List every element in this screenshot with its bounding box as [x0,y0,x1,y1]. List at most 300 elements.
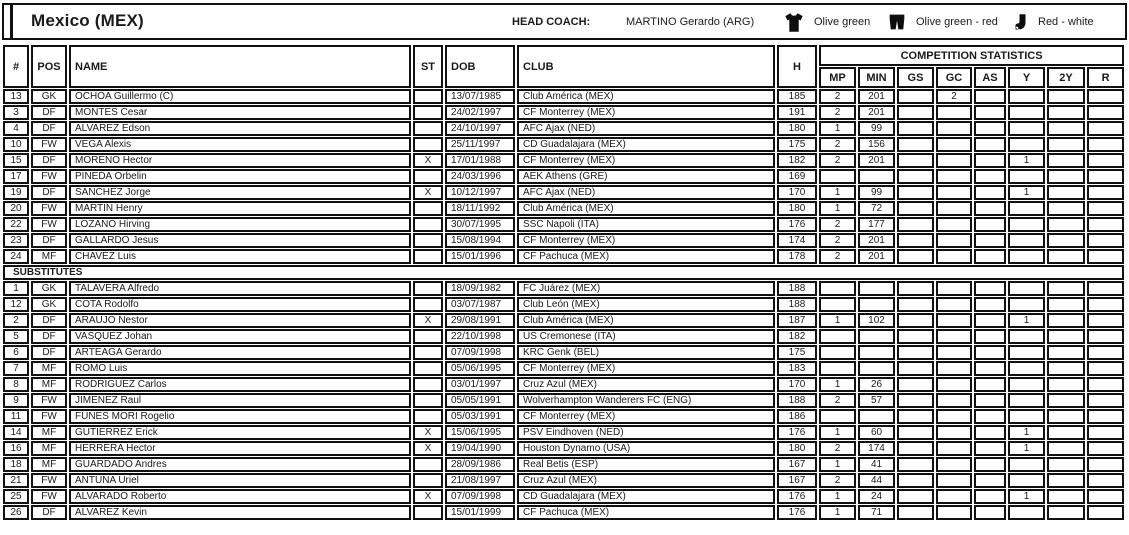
player-position-cell: MF [31,377,67,392]
player-position-cell: DF [31,185,67,200]
player-st-cell [413,169,443,184]
stat-mp-cell: 2 [819,233,856,248]
shorts-icon [886,11,908,33]
player-name-cell: OCHOA Guillermo (C) [69,89,411,104]
stat-gc-cell [936,185,972,200]
player-st-cell: X [413,153,443,168]
stat-2y-cell [1047,249,1085,264]
stat-mp-cell: 1 [819,313,856,328]
stat-gc-cell [936,329,972,344]
stat-as-cell [974,153,1006,168]
player-name-cell: ROMO Luis [69,361,411,376]
stat-y-cell: 1 [1008,441,1045,456]
shirt-color-label: Olive green [814,16,871,28]
stat-as-cell [974,393,1006,408]
stat-y-cell [1008,329,1045,344]
player-st-cell [413,233,443,248]
stat-2y-cell [1047,121,1085,136]
stat-mp-cell [819,297,856,312]
player-number-cell: 25 [3,489,29,504]
stat-gc-cell [936,217,972,232]
stat-gs-cell [897,297,934,312]
player-height-cell: 169 [777,169,817,184]
player-name-cell: HERRERA Hector [69,441,411,456]
player-number-cell: 8 [3,377,29,392]
stat-2y-cell [1047,409,1085,424]
player-position-cell: DF [31,121,67,136]
stat-gc-cell [936,169,972,184]
player-position-cell: DF [31,105,67,120]
stat-mp-cell: 2 [819,249,856,264]
stat-2y-cell [1047,457,1085,472]
socks-icon [1012,11,1030,34]
player-position-cell: MF [31,425,67,440]
player-name-cell: JIMENEZ Raul [69,393,411,408]
player-number-cell: 4 [3,121,29,136]
stat-gc-cell [936,489,972,504]
player-row [3,329,1124,344]
player-height-cell: 167 [777,473,817,488]
stat-gc-cell [936,137,972,152]
player-row [3,233,1124,248]
player-height-cell: 180 [777,441,817,456]
stat-mp-cell: 2 [819,217,856,232]
player-height-cell: 185 [777,89,817,104]
stat-min-cell [858,281,895,296]
col-header-r: R [1087,67,1124,88]
player-name-cell: SANCHEZ Jorge [69,185,411,200]
player-position-cell: FW [31,201,67,216]
player-club-cell: CF Pachuca (MEX) [517,505,775,520]
stat-r-cell [1087,153,1124,168]
stat-as-cell [974,185,1006,200]
player-st-cell: X [413,425,443,440]
stat-min-cell: 102 [858,313,895,328]
stat-gs-cell [897,489,934,504]
player-name-cell: LOZANO Hirving [69,217,411,232]
stat-min-cell [858,361,895,376]
stat-gs-cell [897,409,934,424]
player-name-cell: MORENO Hector [69,153,411,168]
stat-gs-cell [897,281,934,296]
player-st-cell [413,505,443,520]
player-height-cell: 176 [777,505,817,520]
player-dob-cell: 07/09/1998 [445,489,515,504]
stat-gc-cell: 2 [936,89,972,104]
socks-color-label: Red - white [1038,16,1094,28]
player-number-cell: 7 [3,361,29,376]
player-name-cell: ALVAREZ Kevin [69,505,411,520]
player-st-cell [413,105,443,120]
player-height-cell: 188 [777,281,817,296]
player-club-cell: Wolverhampton Wanderers FC (ENG) [517,393,775,408]
player-row [3,89,1124,104]
player-dob-cell: 21/08/1997 [445,473,515,488]
stat-gc-cell [936,201,972,216]
player-club-cell: Cruz Azul (MEX) [517,473,775,488]
player-st-cell [413,249,443,264]
player-st-cell [413,281,443,296]
stat-mp-cell [819,361,856,376]
player-dob-cell: 15/08/1994 [445,233,515,248]
player-row [3,169,1124,184]
stat-as-cell [974,505,1006,520]
stat-y-cell [1008,361,1045,376]
stat-min-cell: 41 [858,457,895,472]
player-number-cell: 2 [3,313,29,328]
player-dob-cell: 05/05/1991 [445,393,515,408]
player-club-cell: CF Pachuca (MEX) [517,249,775,264]
player-dob-cell: 15/01/1996 [445,249,515,264]
player-row [3,105,1124,120]
player-dob-cell: 15/06/1995 [445,425,515,440]
stat-2y-cell [1047,329,1085,344]
stat-gs-cell [897,329,934,344]
stat-r-cell [1087,105,1124,120]
player-height-cell: 180 [777,201,817,216]
stat-r-cell [1087,345,1124,360]
stat-y-cell [1008,345,1045,360]
player-club-cell: FC Juárez (MEX) [517,281,775,296]
shorts-color-label: Olive green - red [916,16,998,28]
player-position-cell: FW [31,217,67,232]
stat-min-cell: 174 [858,441,895,456]
stat-mp-cell [819,409,856,424]
stat-r-cell [1087,457,1124,472]
player-club-cell: PSV Eindhoven (NED) [517,425,775,440]
stat-min-cell: 201 [858,105,895,120]
player-number-cell: 20 [3,201,29,216]
stat-gs-cell [897,137,934,152]
squad-table [1,44,1126,521]
stat-min-cell: 177 [858,217,895,232]
player-number-cell: 22 [3,217,29,232]
player-club-cell: SSC Napoli (ITA) [517,217,775,232]
stat-gs-cell [897,361,934,376]
stat-gs-cell [897,393,934,408]
col-header-gs: GS [897,67,934,88]
player-height-cell: 187 [777,313,817,328]
stat-gc-cell [936,249,972,264]
player-club-cell: Real Betis (ESP) [517,457,775,472]
player-number-cell: 6 [3,345,29,360]
player-number-cell: 23 [3,233,29,248]
col-header-min: MIN [858,67,895,88]
stat-r-cell [1087,169,1124,184]
player-st-cell: X [413,313,443,328]
col-header-mp: MP [819,67,856,88]
stat-2y-cell [1047,393,1085,408]
player-club-cell: Club América (MEX) [517,313,775,328]
stat-mp-cell [819,281,856,296]
player-row [3,425,1124,440]
stat-gs-cell [897,105,934,120]
stat-mp-cell: 1 [819,457,856,472]
stat-min-cell [858,329,895,344]
stat-gc-cell [936,297,972,312]
col-header-club: CLUB [517,45,775,88]
stat-2y-cell [1047,185,1085,200]
stat-min-cell: 201 [858,89,895,104]
col-header-2y: 2Y [1047,67,1085,88]
player-position-cell: FW [31,409,67,424]
stat-as-cell [974,329,1006,344]
squad-table-header [3,45,1124,88]
player-height-cell: 174 [777,233,817,248]
player-dob-cell: 05/03/1991 [445,409,515,424]
player-position-cell: MF [31,249,67,264]
stat-mp-cell: 2 [819,153,856,168]
stat-y-cell [1008,121,1045,136]
player-name-cell: MONTES Cesar [69,105,411,120]
stat-mp-cell: 1 [819,377,856,392]
stat-2y-cell [1047,137,1085,152]
stat-gs-cell [897,89,934,104]
player-row [3,457,1124,472]
stat-y-cell [1008,201,1045,216]
player-height-cell: 167 [777,457,817,472]
player-height-cell: 175 [777,345,817,360]
stat-mp-cell: 2 [819,89,856,104]
stat-min-cell: 60 [858,425,895,440]
player-height-cell: 188 [777,297,817,312]
stat-y-cell [1008,473,1045,488]
stat-gc-cell [936,361,972,376]
player-height-cell: 170 [777,185,817,200]
stat-2y-cell [1047,233,1085,248]
stat-gc-cell [936,425,972,440]
player-st-cell [413,137,443,152]
player-row [3,201,1124,216]
stat-r-cell [1087,297,1124,312]
player-number-cell: 17 [3,169,29,184]
stat-as-cell [974,249,1006,264]
stat-r-cell [1087,489,1124,504]
player-number-cell: 26 [3,505,29,520]
stat-2y-cell [1047,89,1085,104]
player-row [3,345,1124,360]
stat-as-cell [974,105,1006,120]
stat-y-cell: 1 [1008,489,1045,504]
player-name-cell: ALVARADO Roberto [69,489,411,504]
player-st-cell [413,361,443,376]
stat-y-cell [1008,393,1045,408]
player-name-cell: VEGA Alexis [69,137,411,152]
stat-gs-cell [897,169,934,184]
player-club-cell: AFC Ajax (NED) [517,185,775,200]
stat-min-cell: 99 [858,121,895,136]
player-dob-cell: 28/09/1986 [445,457,515,472]
player-height-cell: 176 [777,217,817,232]
stat-mp-cell: 2 [819,441,856,456]
col-header-name: NAME [69,45,411,88]
player-dob-cell: 15/01/1999 [445,505,515,520]
player-position-cell: DF [31,153,67,168]
stat-y-cell [1008,297,1045,312]
stat-min-cell: 201 [858,233,895,248]
player-number-cell: 9 [3,393,29,408]
player-height-cell: 178 [777,249,817,264]
player-height-cell: 170 [777,377,817,392]
stat-r-cell [1087,377,1124,392]
stat-y-cell: 1 [1008,425,1045,440]
stat-mp-cell: 1 [819,425,856,440]
stat-mp-cell: 2 [819,105,856,120]
stat-gs-cell [897,185,934,200]
stat-gs-cell [897,345,934,360]
stat-min-cell: 44 [858,473,895,488]
player-height-cell: 182 [777,329,817,344]
team-title: Mexico (MEX) [31,11,144,30]
stat-y-cell [1008,169,1045,184]
stat-min-cell: 72 [858,201,895,216]
stat-as-cell [974,297,1006,312]
player-position-cell: MF [31,441,67,456]
player-st-cell [413,329,443,344]
stat-2y-cell [1047,169,1085,184]
head-coach-label: HEAD COACH: [512,16,591,28]
player-st-cell [413,297,443,312]
stat-r-cell [1087,505,1124,520]
stat-2y-cell [1047,361,1085,376]
stat-gc-cell [936,409,972,424]
player-position-cell: FW [31,137,67,152]
stat-y-cell [1008,409,1045,424]
player-club-cell: CD Guadalajara (MEX) [517,489,775,504]
player-club-cell: CF Monterrey (MEX) [517,105,775,120]
player-dob-cell: 13/07/1985 [445,89,515,104]
shirt-icon [782,11,806,34]
stat-gs-cell [897,233,934,248]
stat-gc-cell [936,393,972,408]
stat-y-cell [1008,457,1045,472]
player-st-cell [413,217,443,232]
stat-gs-cell [897,377,934,392]
player-dob-cell: 19/04/1990 [445,441,515,456]
stat-as-cell [974,473,1006,488]
stat-gc-cell [936,313,972,328]
player-row [3,297,1124,312]
stat-r-cell [1087,201,1124,216]
stat-r-cell [1087,441,1124,456]
player-height-cell: 175 [777,137,817,152]
stat-r-cell [1087,185,1124,200]
stat-gc-cell [936,345,972,360]
stat-2y-cell [1047,473,1085,488]
stat-min-cell: 24 [858,489,895,504]
col-header-pos: POS [31,45,67,88]
player-number-cell: 12 [3,297,29,312]
player-st-cell [413,201,443,216]
stat-r-cell [1087,409,1124,424]
stat-2y-cell [1047,281,1085,296]
stat-min-cell [858,345,895,360]
col-header-dob: DOB [445,45,515,88]
stat-as-cell [974,233,1006,248]
stat-r-cell [1087,425,1124,440]
stat-2y-cell [1047,153,1085,168]
stat-as-cell [974,489,1006,504]
player-number-cell: 24 [3,249,29,264]
stat-gc-cell [936,281,972,296]
player-row [3,121,1124,136]
player-club-cell: Cruz Azul (MEX) [517,377,775,392]
stat-y-cell [1008,137,1045,152]
player-row [3,361,1124,376]
stat-y-cell [1008,281,1045,296]
stat-mp-cell: 1 [819,201,856,216]
stat-2y-cell [1047,201,1085,216]
col-header-competition-statistics: COMPETITION STATISTICS [819,45,1124,66]
player-name-cell: GUTIERREZ Erick [69,425,411,440]
stat-gc-cell [936,153,972,168]
stat-mp-cell: 1 [819,505,856,520]
player-club-cell: CF Monterrey (MEX) [517,233,775,248]
stat-min-cell [858,169,895,184]
stat-gs-cell [897,505,934,520]
stat-gs-cell [897,425,934,440]
player-st-cell [413,393,443,408]
player-name-cell: RODRIGUEZ Carlos [69,377,411,392]
player-dob-cell: 24/03/1996 [445,169,515,184]
stat-r-cell [1087,233,1124,248]
player-name-cell: GUARDADO Andres [69,457,411,472]
player-name-cell: TALAVERA Alfredo [69,281,411,296]
player-club-cell: Club América (MEX) [517,201,775,216]
player-name-cell: COTA Rodolfo [69,297,411,312]
player-row [3,313,1124,328]
player-position-cell: DF [31,329,67,344]
stat-gc-cell [936,473,972,488]
player-row [3,409,1124,424]
stat-r-cell [1087,121,1124,136]
player-number-cell: 1 [3,281,29,296]
player-club-cell: Club León (MEX) [517,297,775,312]
substitutes-separator [3,265,1124,280]
player-row [3,441,1124,456]
player-name-cell: FUNES MORI Rogelio [69,409,411,424]
stat-gc-cell [936,457,972,472]
player-height-cell: 180 [777,121,817,136]
player-name-cell: ARTEAGA Gerardo [69,345,411,360]
stat-r-cell [1087,473,1124,488]
stat-gs-cell [897,457,934,472]
stat-as-cell [974,137,1006,152]
player-name-cell: ALVAREZ Edson [69,121,411,136]
player-height-cell: 191 [777,105,817,120]
stat-2y-cell [1047,297,1085,312]
player-name-cell: CHAVEZ Luis [69,249,411,264]
player-row [3,505,1124,520]
player-dob-cell: 25/11/1997 [445,137,515,152]
player-st-cell: X [413,489,443,504]
player-position-cell: DF [31,233,67,248]
stat-gc-cell [936,233,972,248]
player-dob-cell: 22/10/1998 [445,329,515,344]
player-club-cell: CD Guadalajara (MEX) [517,137,775,152]
player-number-cell: 13 [3,89,29,104]
col-header-as: AS [974,67,1006,88]
stat-as-cell [974,457,1006,472]
stat-gc-cell [936,121,972,136]
player-number-cell: 15 [3,153,29,168]
player-position-cell: DF [31,313,67,328]
stat-r-cell [1087,329,1124,344]
player-number-cell: 21 [3,473,29,488]
starters-section [3,89,1124,264]
stat-r-cell [1087,393,1124,408]
col-header-gc: GC [936,67,972,88]
